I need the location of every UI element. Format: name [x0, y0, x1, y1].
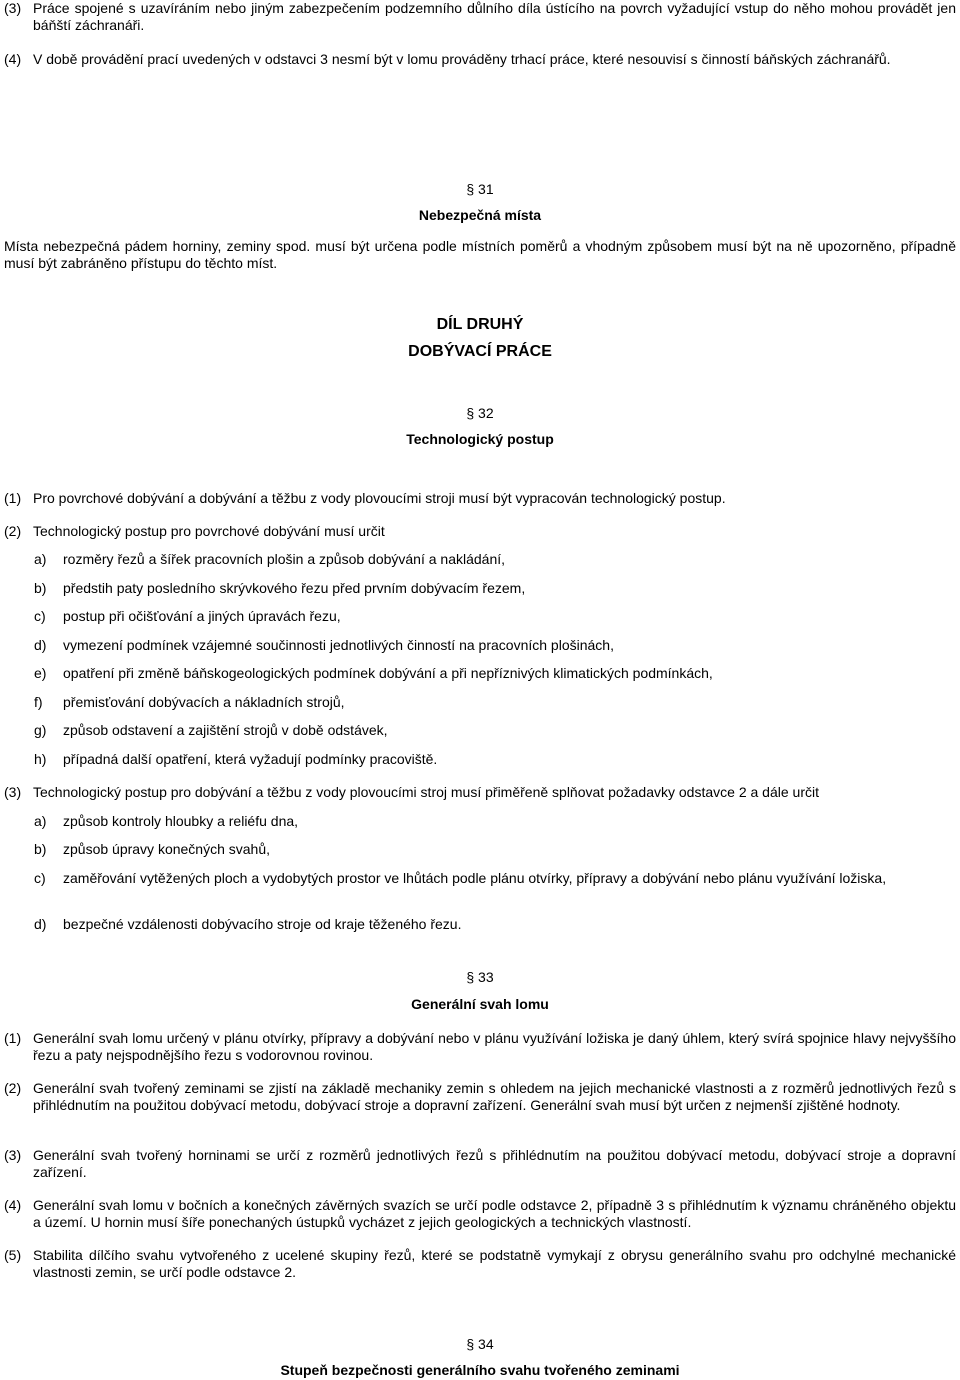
section-33-paragraph-1 — [4, 1030, 956, 1064]
section-34-title: Stupeň bezpečnosti generálního svahu tvořeného zeminami — [280, 1362, 680, 1378]
list-item-label: b) — [34, 841, 47, 857]
list-item-text: bezpečné vzdálenosti dobývacího stroje od kraje těženého řezu. — [63, 916, 462, 932]
list-item-label: d) — [34, 637, 47, 653]
section-33-paragraph-2 — [4, 1080, 956, 1114]
list-item — [34, 637, 956, 654]
list-item — [34, 751, 956, 768]
part-title-1: DÍL DRUHÝ — [436, 316, 524, 333]
list-item-text: způsob úpravy konečných svahů, — [63, 841, 271, 857]
section-32-paragraph-2 — [4, 523, 956, 540]
paragraph-3 — [4, 0, 956, 34]
list-item — [34, 813, 956, 830]
list-item — [34, 694, 956, 711]
paragraph-text: Generální svah lomu určený v plánu otvírky, přípravy a dobývání nebo v plánu využívání ložiska je daný úhlem, který svírá spojnice hlavy nejvyššího řezu a paty nejspodnějšího řezu s vodorovnou rovinou. — [33, 1030, 956, 1063]
section-31-title: Nebezpečná místa — [418, 207, 542, 223]
section-33-paragraph-4 — [4, 1197, 956, 1231]
list-item-label: c) — [34, 608, 46, 624]
list-item-text: zaměřování vytěžených ploch a vydobytých prostor ve lhůtách podle plánu otvírky, přípravy a dobývání nebo plánu využívání ložiska, — [63, 870, 887, 886]
section-34-number: § 34 — [466, 1336, 494, 1352]
list-item-text: postup při očišťování a jiných úpravách řezu, — [63, 608, 341, 624]
paragraph-number: (2) — [4, 1080, 22, 1096]
list-item-label: e) — [34, 665, 47, 681]
list-item-text: opatření při změně báňskogeologických podmínek dobývání a při nepříznivých klimatických podmínkách, — [63, 665, 713, 681]
list-item-text: způsob kontroly hloubky a reliéfu dna, — [63, 813, 299, 829]
section-33-title: Generální svah lomu — [411, 996, 549, 1012]
paragraph-text: Generální svah tvořený zeminami se zjistí na základě mechaniky zemin s ohledem na jejich mechanické vlastnosti a z rozměrů jednotlivých řezů s přihlédnutím na použitou dobývací metodu, dobývací stroje a dopravní zařízení. Generální svah musí být určen z nejmenší zjištěné hodnoty. — [33, 1080, 956, 1113]
section-31-text — [4, 238, 956, 272]
list-item-text: případná další opatření, která vyžadují podmínky pracoviště. — [63, 751, 438, 767]
section-31-number: § 31 — [466, 181, 494, 197]
part-title-2: DOBÝVACÍ PRÁCE — [408, 343, 552, 360]
paragraph-number: (3) — [4, 1147, 22, 1163]
list-item — [34, 665, 956, 682]
list-item-label: a) — [34, 813, 47, 829]
paragraph-number: (4) — [4, 1197, 22, 1213]
paragraph-number: (4) — [4, 51, 22, 67]
section-32-paragraph-3 — [4, 784, 956, 801]
list-item-label: b) — [34, 580, 47, 596]
paragraph-text: Technologický postup pro povrchové dobývání musí určit — [33, 523, 385, 539]
paragraph-text: Technologický postup pro dobývání a těžbu z vody plovoucími stroj musí přiměřeně splňovat požadavky odstavce 2 a dále určit — [33, 784, 819, 800]
paragraph-number: (2) — [4, 523, 22, 539]
list-item — [34, 870, 956, 887]
list-item-text: rozměry řezů a šířek pracovních plošin a způsob dobývání a nakládání, — [63, 551, 506, 567]
list-item-text: předstih paty posledního skrývkového řezu před prvním dobývacím řezem, — [63, 580, 526, 596]
list-item — [34, 722, 956, 739]
list-item — [34, 551, 956, 568]
list-item-text: vymezení podmínek vzájemné součinnosti jednotlivých činností na pracovních plošinách, — [63, 637, 614, 653]
section-32-title: Technologický postup — [406, 431, 554, 447]
paragraph-4 — [4, 51, 956, 68]
paragraph-text: Místa nebezpečná pádem horniny, zeminy spod. musí být určena podle místních poměrů a vhodným způsobem musí být na ně upozorněno, případně musí být zabráněno přístupu do těchto míst. — [4, 238, 956, 271]
paragraph-number: (5) — [4, 1247, 22, 1263]
paragraph-number: (1) — [4, 490, 22, 506]
list-item-label: c) — [34, 870, 46, 886]
list-item-label: d) — [34, 916, 47, 932]
paragraph-text: Stabilita dílčího svahu vytvořeného z ucelené skupiny řezů, které se podstatně vymykají z obrysu generálního svahu pro odchylné mechanické vlastnosti zemin, se určí podle odstavce 2. — [33, 1247, 956, 1280]
paragraph-text: V době provádění prací uvedených v odstavci 3 nesmí být v lomu prováděny trhací práce, které nesouvisí s činností báňských záchranářů. — [33, 51, 891, 67]
paragraph-text: Generální svah tvořený horninami se určí z rozměrů jednotlivých řezů s přihlédnutím na použitou dobývací metodu, dobývací stroje a dopravní zařízení. — [33, 1147, 956, 1180]
paragraph-number: (1) — [4, 1030, 22, 1046]
list-item-text: způsob odstavení a zajištění strojů v době odstávek, — [63, 722, 388, 738]
paragraph-number: (3) — [4, 0, 22, 16]
list-item-label: h) — [34, 751, 47, 767]
list-item — [34, 580, 956, 597]
paragraph-text: Práce spojené s uzavíráním nebo jiným zabezpečením podzemního důlního díla ústícího na povrch vyžadující vstup do něho mohou provádět jen báňští záchranáři. — [33, 0, 956, 33]
paragraph-text: Pro povrchové dobývání a dobývání a těžbu z vody plovoucími stroji musí být vypracován technologický postup. — [33, 490, 726, 506]
section-33-number: § 33 — [466, 969, 494, 985]
paragraph-number: (3) — [4, 784, 22, 800]
list-item-text: přemisťování dobývacích a nákladních strojů, — [63, 694, 345, 710]
section-32-number: § 32 — [466, 405, 494, 421]
section-33-paragraph-3 — [4, 1147, 956, 1181]
paragraph-text: Generální svah lomu v bočních a konečných závěrných svazích se určí podle odstavce 2, případně 3 s přihlédnutím k významu chráněného objektu a území. U hornin musí šíře ponechaných ústupků vycházet z jejich geologických a technických vlastností. — [33, 1197, 956, 1230]
list-item-label: f) — [34, 694, 43, 710]
list-item — [34, 841, 956, 858]
section-32-paragraph-1 — [4, 490, 956, 507]
list-item — [34, 916, 956, 933]
section-33-paragraph-5 — [4, 1247, 956, 1281]
list-item-label: g) — [34, 722, 47, 738]
list-item-label: a) — [34, 551, 47, 567]
list-item — [34, 608, 956, 625]
